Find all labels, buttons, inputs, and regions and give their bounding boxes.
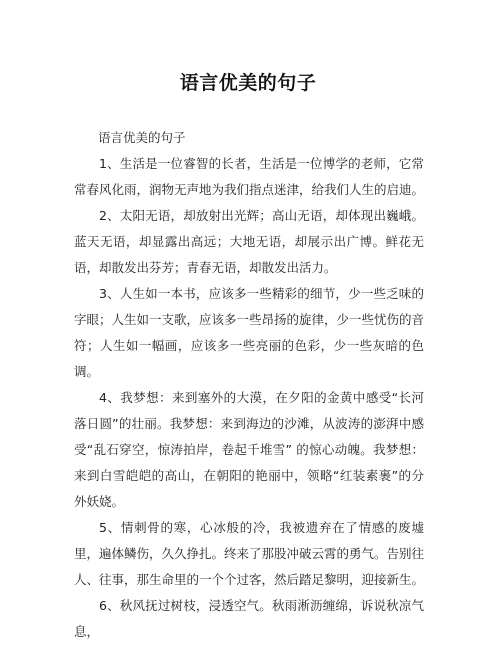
- paragraph: 5、情刺骨的寒，心冰般的冷，我被遗弃在了情感的废墟里，遍体鳞伤，久久挣扎。终来了那股冲破云霄的勇气。告别往人、往事，那生命里的一个个过客，然后踏足黎明，迎接新生。: [74, 520, 425, 587]
- paragraph: 2、太阳无语，却放射出光辉；高山无语，却体现出巍峨。 蓝天无语，却显露出高远；大地无语，却展示出广博。鲜花无语，却散发出芬芳；青春无语，却散发出活力。: [74, 208, 424, 275]
- paragraph: 1、生活是一位睿智的长者，生活是一位博学的老师，它常常春风化雨，润物无声地为我们指点迷津，给我们人生的启迪。: [74, 156, 425, 197]
- paragraph: 3、人生如一本书，应该多一些精彩的细节，少一些乏味的字眼；人生如一支歌，应该多一些昂扬的旋律，少一些忧伤的音符；人生如一幅画，应该多一些亮丽的色彩，少一些灰暗的色调。: [74, 286, 425, 379]
- document-body: [74, 151, 424, 645]
- paragraph: 6、秋风抚过树枝，浸透空气。秋雨淅沥缠绵，诉说秋凉气息，: [74, 598, 424, 639]
- document-title: 语言优美的句子: [179, 72, 317, 94]
- paragraph: 4、我梦想：来到塞外的大漠，在夕阳的金黄中感受“长河落日圆”的壮丽。我梦想：来到海边的沙滩，从波涛的澎湃中感受“乱石穿空，惊涛拍岸，卷起千堆雪” 的惊心动魄。我梦想：来到白雪皑皑的高山，在朝阳的艳丽中，领略“红装素裹”的分外妖娆。: [74, 390, 424, 509]
- document-subtitle: 语言优美的句子: [98, 130, 186, 145]
